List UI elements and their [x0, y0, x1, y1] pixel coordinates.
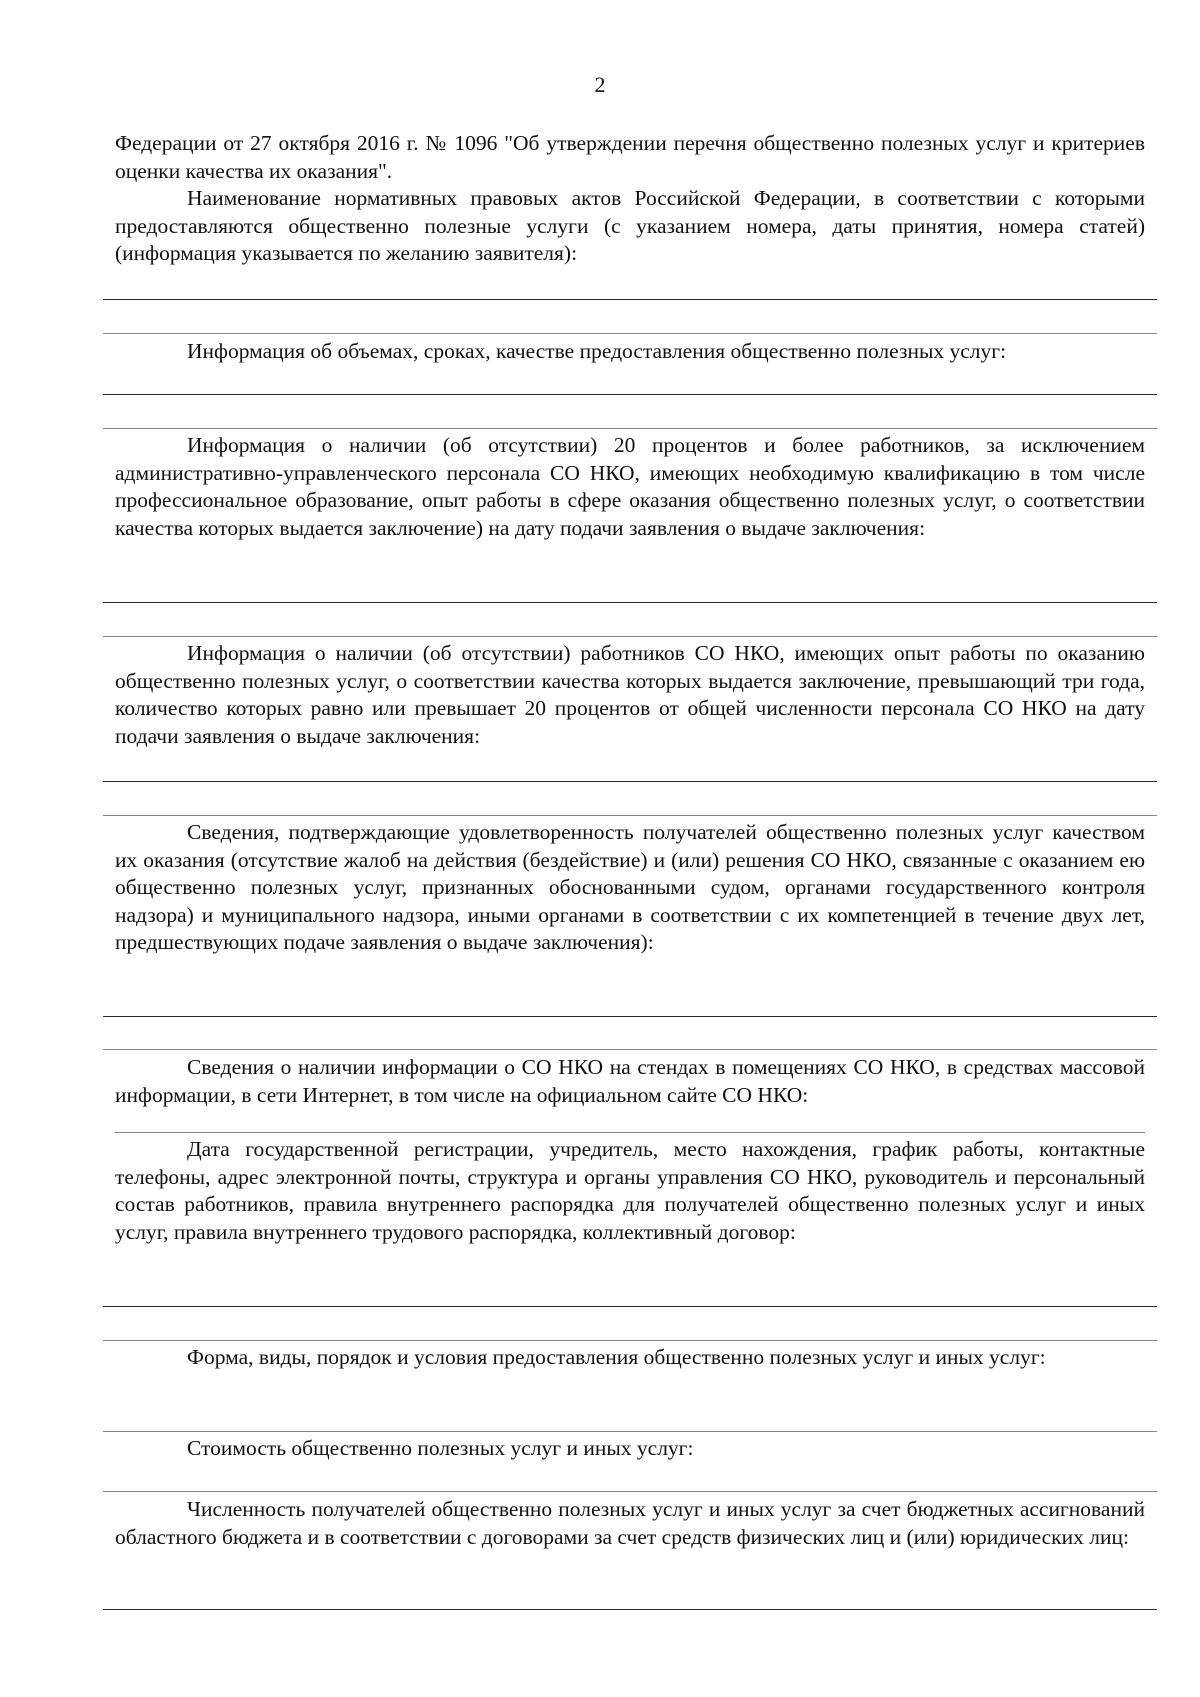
paragraph-service-form: Форма, виды, порядок и условия предоставления общественно полезных услуг и иных услуг:: [187, 1345, 1046, 1369]
fill-line: [103, 1340, 1157, 1341]
fill-line: [103, 1016, 1157, 1017]
fill-line: [103, 602, 1157, 603]
paragraph-experienced-staff: Информация о наличии (об отсутствии) работников СО НКО, имеющих опыт работы по оказанию общественно полезных услуг, о соответствии качества которых выдается заключение, превышающий три года, количество которых равно или превышает 20 процентов от общей численности персонала СО НКО на дату подачи заявления о выдаче заключения:: [115, 641, 1145, 748]
paragraph-legal-acts: Наименование нормативных правовых актов Российской Федерации, в соответствии с которыми предоставляются общественно полезные услуги (с указанием номера, даты принятия, номера статей) (информация указывается по желанию заявителя):: [115, 186, 1145, 265]
fill-line: [103, 394, 1157, 395]
fill-line: [103, 1609, 1157, 1610]
paragraph-information-availability: Сведения о наличии информации о СО НКО на стендах в помещениях СО НКО, в средствах массовой информации, в сети Интернет, в том числе на официальном сайте СО НКО:: [115, 1055, 1145, 1107]
paragraph-volumes: Информация об объемах, сроках, качестве предоставления общественно полезных услуг:: [187, 339, 1007, 363]
page-number: 2: [594, 72, 606, 97]
fill-line: [103, 815, 1157, 816]
fill-line: [103, 1049, 1157, 1050]
paragraph-service-cost: Стоимость общественно полезных услуг и иных услуг:: [187, 1436, 694, 1460]
fill-line: [115, 1132, 1145, 1133]
fill-line: [103, 636, 1157, 637]
fill-line: [103, 1431, 1157, 1432]
fill-line: [103, 1491, 1157, 1492]
paragraph-satisfaction: Сведения, подтверждающие удовлетворенность получателей общественно полезных услуг качеством их оказания (отсутствие жалоб на действия (бездействие) и (или) решения СО НКО, связанные с оказанием ею общественно полезных услуг, признанных обоснованными судом, органами государственного контроля надзора) и муниципального надзора, иными органами в соответствии с их компетенцией в течение двух лет, предшествующих подаче заявления о выдаче заключения):: [115, 820, 1145, 954]
paragraph-intro: Федерации от 27 октября 2016 г. № 1096 "Об утверждении перечня общественно полезных услуг и критериев оценки качества их оказания".: [115, 131, 1145, 183]
fill-line: [103, 299, 1157, 300]
fill-line: [103, 1306, 1157, 1307]
fill-line: [103, 428, 1157, 429]
fill-line: [103, 781, 1157, 782]
paragraph-recipients-count: Численность получателей общественно полезных услуг и иных услуг за счет бюджетных ассигнований областного бюджета и в соответствии с договорами за счет средств физических лиц и (или) юридических лиц:: [115, 1497, 1145, 1549]
paragraph-registration-details: Дата государственной регистрации, учредитель, место нахождения, график работы, контактные телефоны, адрес электронной почты, структура и органы управления СО НКО, руководитель и персональный состав работников, правила внутреннего распорядка для получателей общественно полезных услуг и иных услуг, правила внутреннего трудового распорядка, коллективный договор:: [115, 1137, 1145, 1244]
paragraph-qualified-staff: Информация о наличии (об отсутствии) 20 процентов и более работников, за исключением административно-управленческого персонала СО НКО, имеющих необходимую квалификацию в том числе профессиональное образование, опыт работы в сфере оказания общественно полезных услуг, о соответствии качества которых выдается заключение) на дату подачи заявления о выдаче заключения:: [115, 433, 1145, 540]
fill-line: [103, 333, 1157, 334]
